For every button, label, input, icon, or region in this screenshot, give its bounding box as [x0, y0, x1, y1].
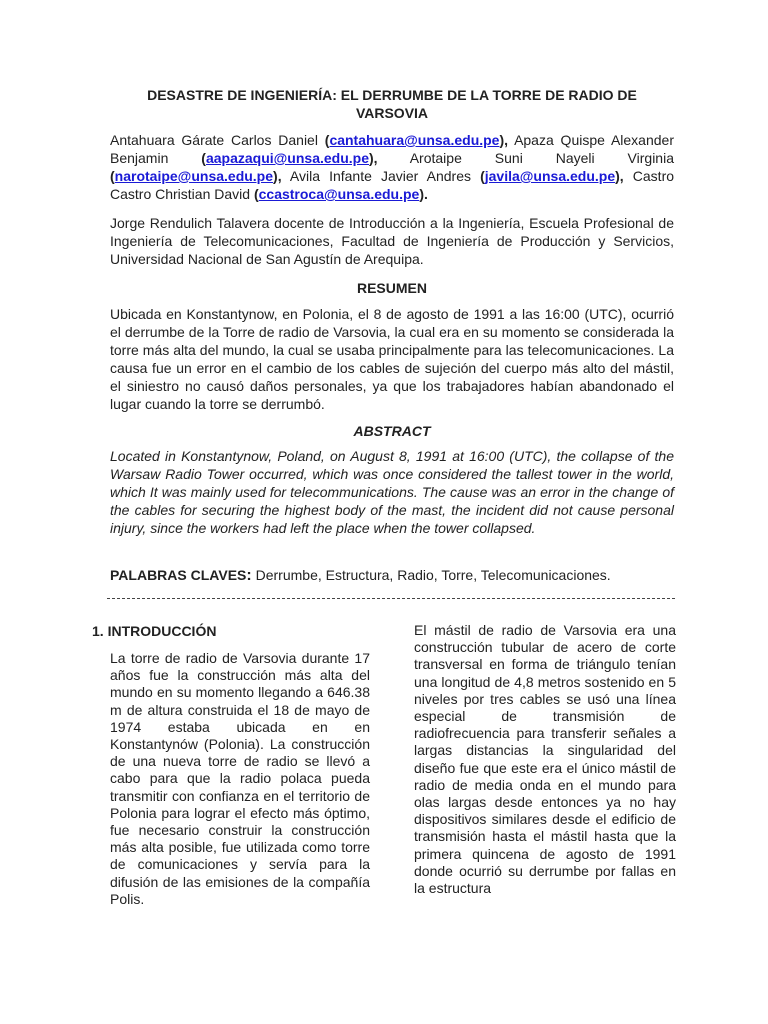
author-name: Castro Castro Christian David [110, 168, 675, 202]
resumen-text: Ubicada en Konstantynow, en Polonia, el 8 de agosto de 1991 a las 16:00 (UTC), ocurrió el derrumbe de la Torre de radio de Varsovia, la cual era en su momento se considerada la torre más alta del mundo, la cual se usaba principalmente para las telecomunicaciones. La causa fue un error en el cambio de los cables de sujeción del cuerpo más alto del mástil, el siniestro no causó daños personales, ya que los trabajadores habían abandonado el lugar cuando la torre se derrumbó. [110, 306, 674, 412]
intro-right-column: El mástil de radio de Varsovia era una construcción tubular de acero de corte transversal en forma de triángulo tenían una longitud de 4,8 metros sostenido en 5 niveles por tres cables se usó una línea especial de transmisión de radiofrecuencia para transferir señales a largas distancias la singularidad del diseño fue que este era el único mástil de radio de media onda en el mundo para olas largas desde entonces ya no hay dispositivos similares desde el edificio de transmisión hasta el mástil hasta que la primera quincena de agosto de 1991 donde ocurrió su derrumbe por fallas en la estructura [414, 622, 676, 897]
author-email-link[interactable]: narotaipe@unsa.edu.pe [114, 168, 274, 184]
keywords-text: Derrumbe, Estructura, Radio, Torre, Telecomunicaciones. [255, 567, 611, 583]
author-name: Arotaipe Suni Nayeli Virginia [409, 150, 674, 166]
author-email-link[interactable]: cantahuara@unsa.edu.pe [329, 132, 500, 148]
section-title: 1. INTRODUCCIÓN [92, 623, 217, 639]
author-name: Avila Infante Javier Andres [289, 168, 471, 184]
resumen-heading: RESUMEN [356, 280, 427, 296]
author-name: Apaza Quispe Alexander Benjamin [110, 132, 674, 166]
author-name: Antahuara Gárate Carlos Daniel [110, 132, 318, 148]
section-divider [107, 598, 675, 599]
intro-left-column: La torre de radio de Varsovia durante 17 años fue la construcción más alta del mundo en su momento llegando a 646.38 m de altura construida el 18 de mayo de 1974 estaba ubicada en en Konstantynów (Polonia). La construcción de una nueva torre de radio se llevó a cabo para que la radio polaca pueda transmitir con confianza en el territorio de Polonia para lograr el efecto más óptimo, fue necesario construir la construcción más alta posible, fue utilizada como torre de comunicaciones y servía para la difusión de las emisiones de la compañía Polis. [110, 650, 370, 907]
abstract-heading: ABSTRACT [353, 423, 431, 439]
author-email-link[interactable]: aapazaqui@unsa.edu.pe [205, 150, 369, 166]
keywords-line [110, 566, 674, 585]
author-email-link[interactable]: ccastroca@unsa.edu.pe [258, 186, 420, 202]
abstract-text: Located in Konstantynow, Poland, on August 8, 1991 at 16:00 (UTC), the collapse of the Warsaw Radio Tower occurred, which was once considered the tallest tower in the world, which It was mainly used for telecommunications. The cause was an error in the change of the cables for securing the highest body of the mast, the incident did not cause personal injury, since the workers had left the place when the tower collapsed. [110, 448, 674, 536]
paper-title: DESASTRE DE INGENIERÍA: EL DERRUMBE DE LA TORRE DE RADIO DE VARSOVIA [147, 87, 637, 121]
author-list: Antahuara Gárate Carlos Daniel (cantahuara@unsa.edu.pe), Apaza Quispe Alexander Benjamin (aapazaqui@unsa.edu.pe), Arotaipe Suni Nayeli Virginia (narotaipe@unsa.edu.pe), Avila Infante Javier Andres (javila@unsa.edu.pe), Castro Castro Christian David (ccastroca@unsa.edu.pe). [110, 132, 675, 202]
keywords-label: PALABRAS CLAVES: [110, 567, 252, 584]
author-email-link[interactable]: javila@unsa.edu.pe [484, 168, 616, 184]
affiliation: Jorge Rendulich Talavera docente de Introducción a la Ingeniería, Escuela Profesional de Ingeniería de Telecomunicaciones, Facultad de Ingeniería de Producción y Servicios, Universidad Nacional de San Agustín de Arequipa. [110, 215, 674, 267]
